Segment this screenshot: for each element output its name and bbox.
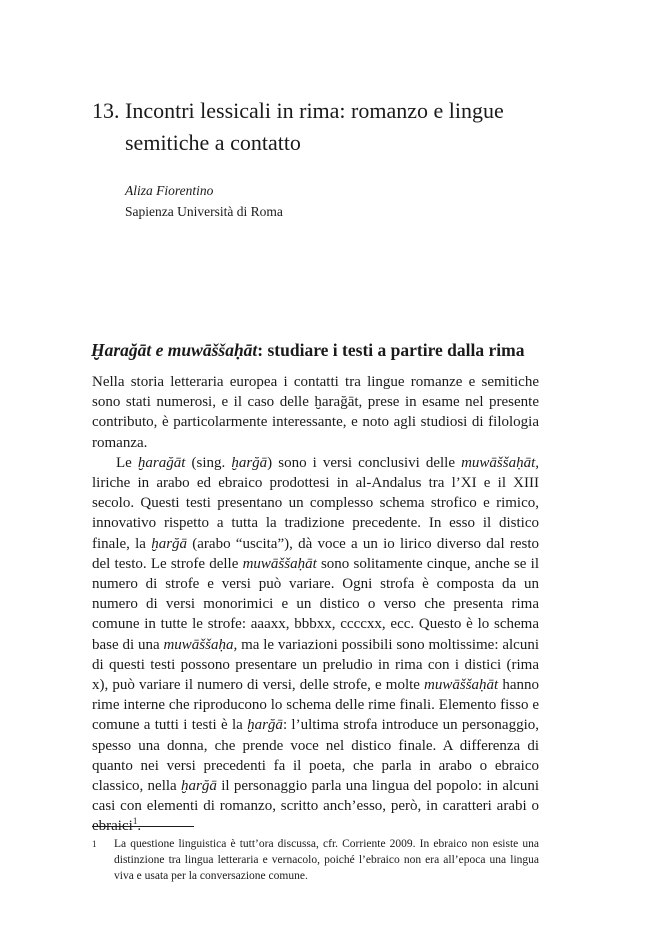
text-run: liriche in arabo ed ebraico prodottesi in al-Andalus tra l’XI e il XIII secolo. Questi testi presentano un complesso schema strofico e rimico, innovativo rispetto a tutta la tradizione precedente. In esso il distico finale, la: [92, 475, 539, 552]
text-run: ) sono i versi conclusivi delle: [267, 454, 462, 471]
chapter-number: 13.: [92, 98, 120, 123]
italic-term: muwāššaḥāt: [242, 555, 317, 572]
section-heading-italic: Ḫarağāt e muwāššaḥāt: [91, 340, 258, 360]
italic-term: ḫarğā: [181, 778, 217, 795]
italic-term: muwāššaḥāt: [424, 677, 499, 694]
italic-term: ḫarağāt: [137, 454, 186, 471]
text-run: Le: [116, 454, 138, 471]
footnote: [92, 836, 539, 884]
text-run: : l’ultima strofa introduce un personaggio, spesso una donna, che prende voce nel distico finale. A differenza di quanto nei versi precedenti fa il poeta, che parla in arabo o ebraico classico, nella: [92, 717, 539, 795]
chapter-title-line-1: Incontri lessicali in rima: romanzo e lingue: [125, 98, 504, 123]
text-run: sono solitamente cinque, anche se il numero di strofe e versi può variare. Ogni strofa è composta da un numero di versi monorimici e un distico o verso che presenta rima comune in tutte le strofe: aaaxx, bbbxx, ccccxx, ecc. Questo è lo schema base di una: [92, 555, 539, 653]
section-heading-rest: : studiare i testi a partire dalla rima: [257, 340, 525, 360]
paragraph-2: Le ḫarağāt (sing. ḫarğā) sono i versi conclusivi delle muwāššaḥāt, liriche in arabo ed ebraico prodottesi in al-Andalus tra l’XI e il XIII secolo. Questi testi presentano un complesso schema strofico e rimico, innovativo rispetto a tutta la tradizione precedente. In esso il distico finale, la ḫarğā (arabo “uscita”), dà voce a un io lirico diverso dal resto del testo. Le strofe delle muwāššaḥāt sono solitamente cinque, anche se il numero di strofe e versi può variare. Ogni strofa è composta da un numero di versi monorimici e un distico o verso che presenta rima comune in tutte le strofe: aaaxx, bbbxx, ccccxx, ecc. Questo è lo schema base di una muwāššaḥa, ma le variazioni possibili sono moltissime: alcuni di questi testi possono presentare un preludio in rima con i distici (rima x), può variare il numero di versi, delle strofe, e molte muwāššaḥāt hanno rime interne che riproducono lo schema delle rime finali. Elemento fisso e comune a tutti i testi è la ḫarğā: l’ultima strofa introduce un personaggio, spesso una donna, che prende voce nel distico finale. A differenza di quanto nei versi precedenti fa il poeta, che parla in arabo o ebraico classico, nella ḫarğā il personaggio parla una lingua del popolo: in alcuni casi con elementi di romanzo, scritto anch’esso, però, in caratteri arabi o ebraici$^1$.: [92, 454, 540, 835]
italic-term: ḫarğā: [231, 454, 268, 471]
italic-term: ḫarğā: [247, 717, 283, 734]
author-name: Aliza Fiorentino: [125, 183, 214, 198]
footnote-text: La questione linguistica è tutt’ora discussa, cfr. Corriente 2009. In ebraico non esiste una distinzione tra lingua letteraria e vernacolo, poiché l’ebraico non era all’epoca una lingua viva e usata per la conversazione comune.: [114, 838, 539, 882]
section-heading: [91, 340, 561, 361]
text-run: ma le variazioni possibili sono moltissime: alcuni di questi testi possono presentare un preludio in rima con i distici (rima x), può variare il numero di versi, delle strofe, e molte: [92, 636, 539, 694]
chapter-title: [92, 95, 562, 159]
text-run: il personaggio parla una lingua del popolo: in alcuni casi con elementi di romanzo, scritto anch’esso, però, in caratteri arabi o ebraici: [92, 778, 539, 835]
italic-term: muwāššaḥa,: [163, 636, 238, 653]
text-run: hanno rime interne che riproducono lo schema delle rime finali. Elemento fisso e comune a tutti i testi è la: [92, 677, 539, 734]
body-text: [92, 372, 539, 837]
text-run: (arabo “uscita”), dà voce a un io lirico diverso dal resto del testo. Le strofe delle: [92, 535, 539, 572]
text-run: (sing.: [185, 454, 232, 471]
paragraph-1: Nella storia letteraria europea i contatti tra lingue romanze e semitiche sono stati numerosi, e il caso delle ḫarağāt, prese in esame nel presente contributo, è particolarmente interessante, e noto agli studiosi di filologia romanza.: [92, 374, 539, 451]
author-affiliation: Sapienza Università di Roma: [125, 204, 283, 219]
italic-term: muwāššaḥāt,: [461, 454, 540, 471]
footnote-number: 1: [92, 839, 97, 849]
footnote-divider: [92, 826, 194, 827]
footnote-reference[interactable]: 1: [132, 816, 138, 827]
italic-term: ḫarğā: [151, 535, 188, 552]
chapter-title-line-2: semitiche a contatto: [125, 130, 301, 155]
